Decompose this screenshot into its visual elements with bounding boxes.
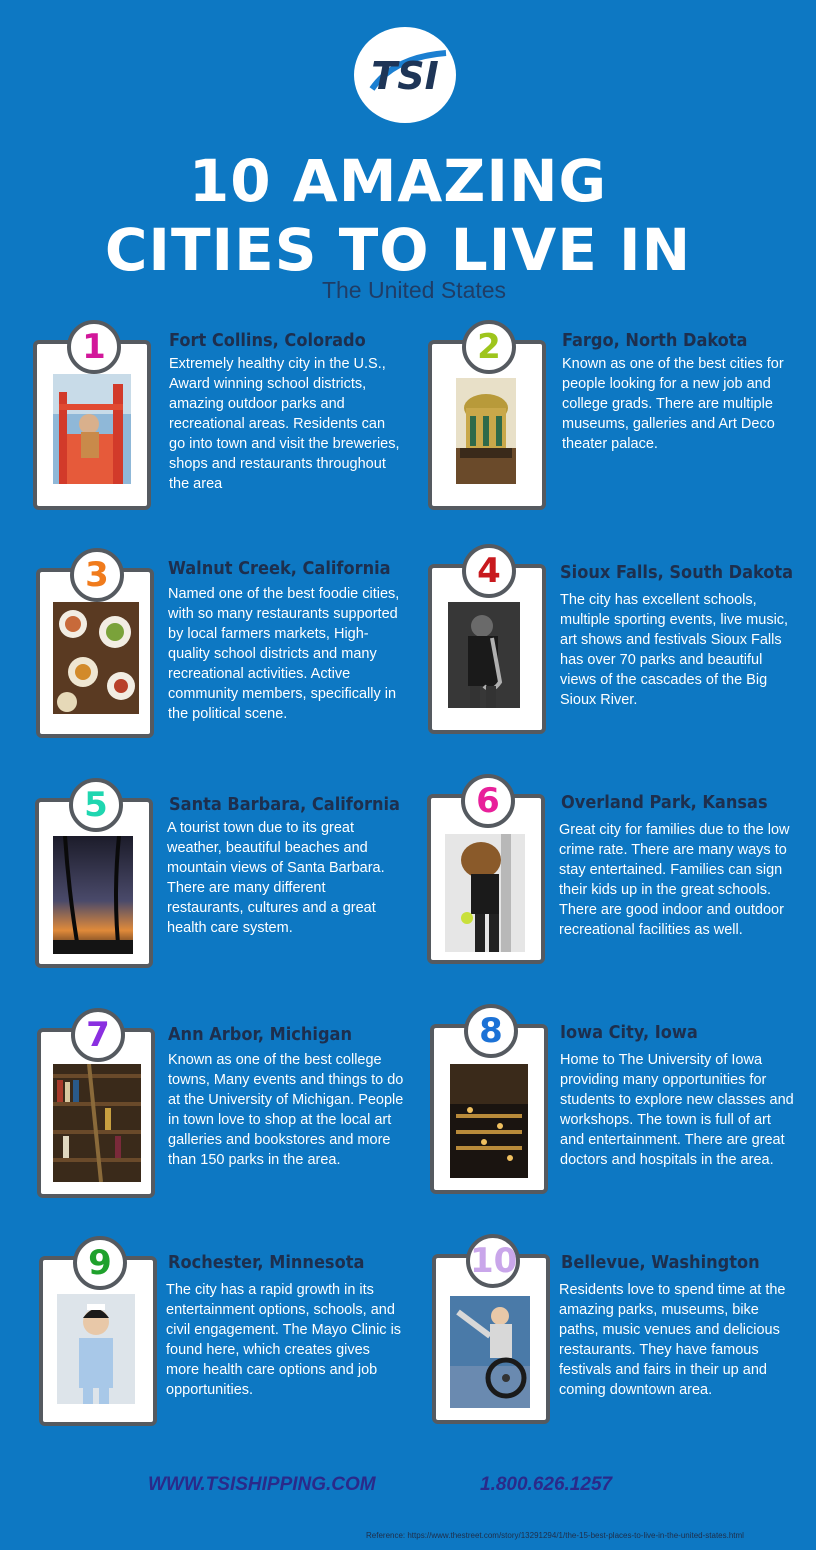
rank-number: 4: [462, 544, 516, 598]
athlete-ball-photo: [445, 834, 525, 952]
svg-text:TSI: TSI: [371, 54, 439, 98]
city-description: The city has a rapid growth in its entertainment options, schools, and civil engagement. The Mayo Clinic is found here, which creates gives more health care options and job opportunities.: [166, 1282, 402, 1398]
city-name: Sioux Falls, South Dakota: [560, 562, 794, 583]
city-card-1: [33, 320, 413, 520]
tsi-logo: [354, 27, 456, 123]
city-name: Santa Barbara, California: [169, 794, 400, 815]
website-link[interactable]: WWW.TSISHIPPING.COM: [148, 1474, 376, 1495]
rank-number: 8: [464, 1004, 518, 1058]
city-description: Named one of the best foodie cities, with so many restaurants supported by local farmers markets, High-quality school districts and many recreational activities. Active community members, specifically in the political scene.: [168, 586, 400, 722]
nurse-portrait-photo: [57, 1294, 135, 1404]
rank-number: 3: [70, 548, 124, 602]
city-card-8: [430, 1004, 810, 1204]
bookstore-shelves-photo: [53, 1064, 141, 1182]
rank-number: 6: [461, 774, 515, 828]
city-card-2: [428, 320, 808, 520]
city-name: Walnut Creek, California: [168, 558, 391, 579]
city-name: Bellevue, Washington: [561, 1252, 760, 1273]
city-name: Fort Collins, Colorado: [169, 330, 366, 351]
food-table-photo: [53, 602, 139, 714]
rank-number: 7: [71, 1008, 125, 1062]
city-card-4: [428, 544, 808, 744]
city-description: Known as one of the best cities for people looking for a new job and college grads. There are multiple museums, galleries and Art Deco theater palace.: [562, 356, 784, 452]
city-name: Fargo, North Dakota: [562, 330, 748, 351]
city-name: Rochester, Minnesota: [168, 1252, 365, 1273]
title-line-1: 10 AMAZING: [188, 147, 608, 215]
subtitle: The United States: [321, 277, 507, 303]
rank-number: 5: [69, 778, 123, 832]
saxophone-player-photo: [448, 602, 520, 708]
reference-note: Reference: https://www.thestreet.com/story/13291294/1/the-15-best-places-to-live-in-the-united-states.html: [366, 1531, 744, 1540]
city-description: Known as one of the best college towns, Many events and things to do at the University of Michigan. People in town love to shop at the local art galleries and bookstores and more than 150 parks in the area.: [168, 1052, 404, 1168]
city-description: Extremely healthy city in the U.S., Award winning school districts, amazing outdoor parks and recreational areas. Residents can go into town and visit the breweries, shops and restaurants throughout the area: [169, 356, 400, 492]
city-description: Home to The University of Iowa providing many opportunities for students to explore new classes and workshops. The town is full of art and entertainment. There are great doctors and hospitals in the area.: [560, 1052, 794, 1168]
city-description: A tourist town due to its great weather, beautiful beaches and mountain views of Santa Barbara. There are many different restaurants, cultures and a great health care system.: [167, 820, 385, 936]
phone-number[interactable]: 1.800.626.1257: [480, 1474, 613, 1495]
rank-number: 2: [462, 320, 516, 374]
rank-number: 10: [466, 1234, 520, 1288]
city-card-5: [35, 778, 415, 978]
city-description: Residents love to spend time at the amazing parks, museums, bike paths, music venues and delicious restaurants. They have famous festivals and fairs in their up and coming downtown area.: [559, 1282, 786, 1398]
title-line-2: CITIES TO LIVE IN: [104, 216, 692, 284]
city-name: Overland Park, Kansas: [561, 792, 768, 813]
city-card-3: [36, 548, 416, 748]
palm-sunset-photo: [53, 836, 133, 954]
theater-organ-photo: [456, 378, 516, 484]
playground-slide-photo: [53, 374, 131, 484]
library-hall-photo: [450, 1064, 528, 1178]
city-description: Great city for families due to the low crime rate. There are many ways to stay entertained. Families can sign their kids up in the great schools. There are good indoor and outdoor recreational facilities as well.: [559, 822, 790, 938]
city-card-9: [39, 1236, 419, 1436]
city-card-7: [37, 1008, 417, 1208]
bmx-rider-photo: [450, 1296, 530, 1408]
city-name: Iowa City, Iowa: [560, 1022, 698, 1043]
city-name: Ann Arbor, Michigan: [168, 1024, 352, 1045]
city-card-10: [432, 1234, 812, 1434]
city-card-6: [427, 774, 807, 974]
rank-number: 9: [73, 1236, 127, 1290]
city-description: The city has excellent schools, multiple sporting events, live music, art shows and festivals Sioux Falls has over 70 parks and beautiful views of the cascades of the Big Sioux River.: [560, 592, 789, 708]
rank-number: 1: [67, 320, 121, 374]
